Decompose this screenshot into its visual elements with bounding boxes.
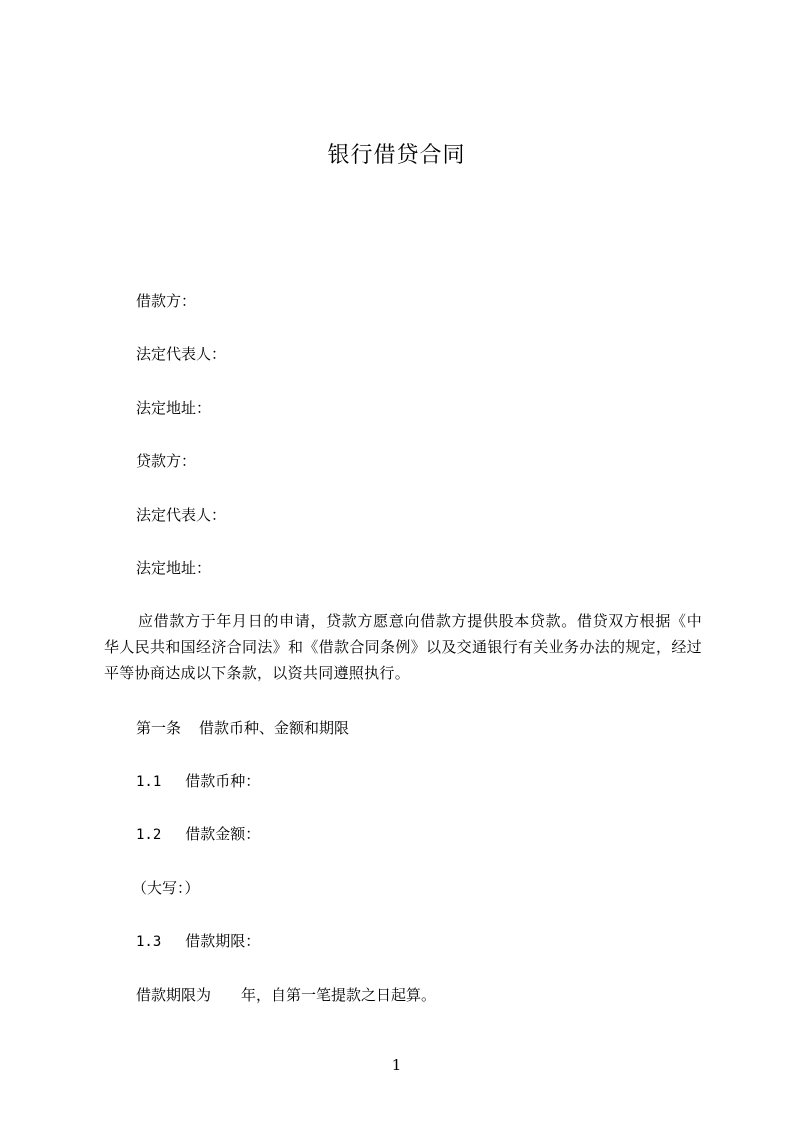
loan-term-prefix: 借款期限为	[136, 986, 212, 1004]
lender-label: 贷款方：	[136, 452, 197, 470]
clause-1-1-label: 借款币种：	[185, 772, 261, 790]
clause-1-1-number: 1.1	[136, 774, 162, 790]
clause-1-3	[136, 931, 260, 952]
borrower-address-label: 法定地址：	[136, 399, 212, 417]
loan-term-line	[136, 985, 436, 1005]
article-1-heading	[136, 718, 349, 738]
clause-1-3-label: 借款期限：	[185, 932, 261, 950]
amount-in-words: （大写：）	[132, 879, 200, 897]
lender-address-label: 法定地址：	[136, 559, 212, 577]
clause-1-3-number: 1.3	[136, 934, 162, 950]
document-title: 银行借贷合同	[327, 143, 466, 168]
article-1-number: 第一条	[136, 719, 182, 737]
intro-paragraph: 应借款方于年月日的申请，贷款方愿意向借款方提供股本贷款。借贷双方根据《中华人民共和国经济合同法》和《借款合同条例》以及交通银行有关业务办法的规定，经过平等协商达成以下条款，以资共同遵照执行。	[104, 612, 702, 682]
borrower-label: 借款方：	[136, 292, 197, 310]
article-1-title: 借款币种、金额和期限	[199, 719, 350, 737]
lender-representative-label: 法定代表人：	[136, 506, 227, 524]
clause-1-2-number: 1.2	[136, 827, 162, 843]
borrower-representative-label: 法定代表人：	[136, 345, 227, 363]
clause-1-1	[136, 771, 260, 792]
clause-1-2-label: 借款金额：	[185, 825, 261, 843]
clause-1-2	[136, 824, 260, 845]
loan-term-suffix: 年，自第一笔提款之日起算。	[241, 986, 437, 1004]
page-number: 1	[391, 1056, 402, 1074]
